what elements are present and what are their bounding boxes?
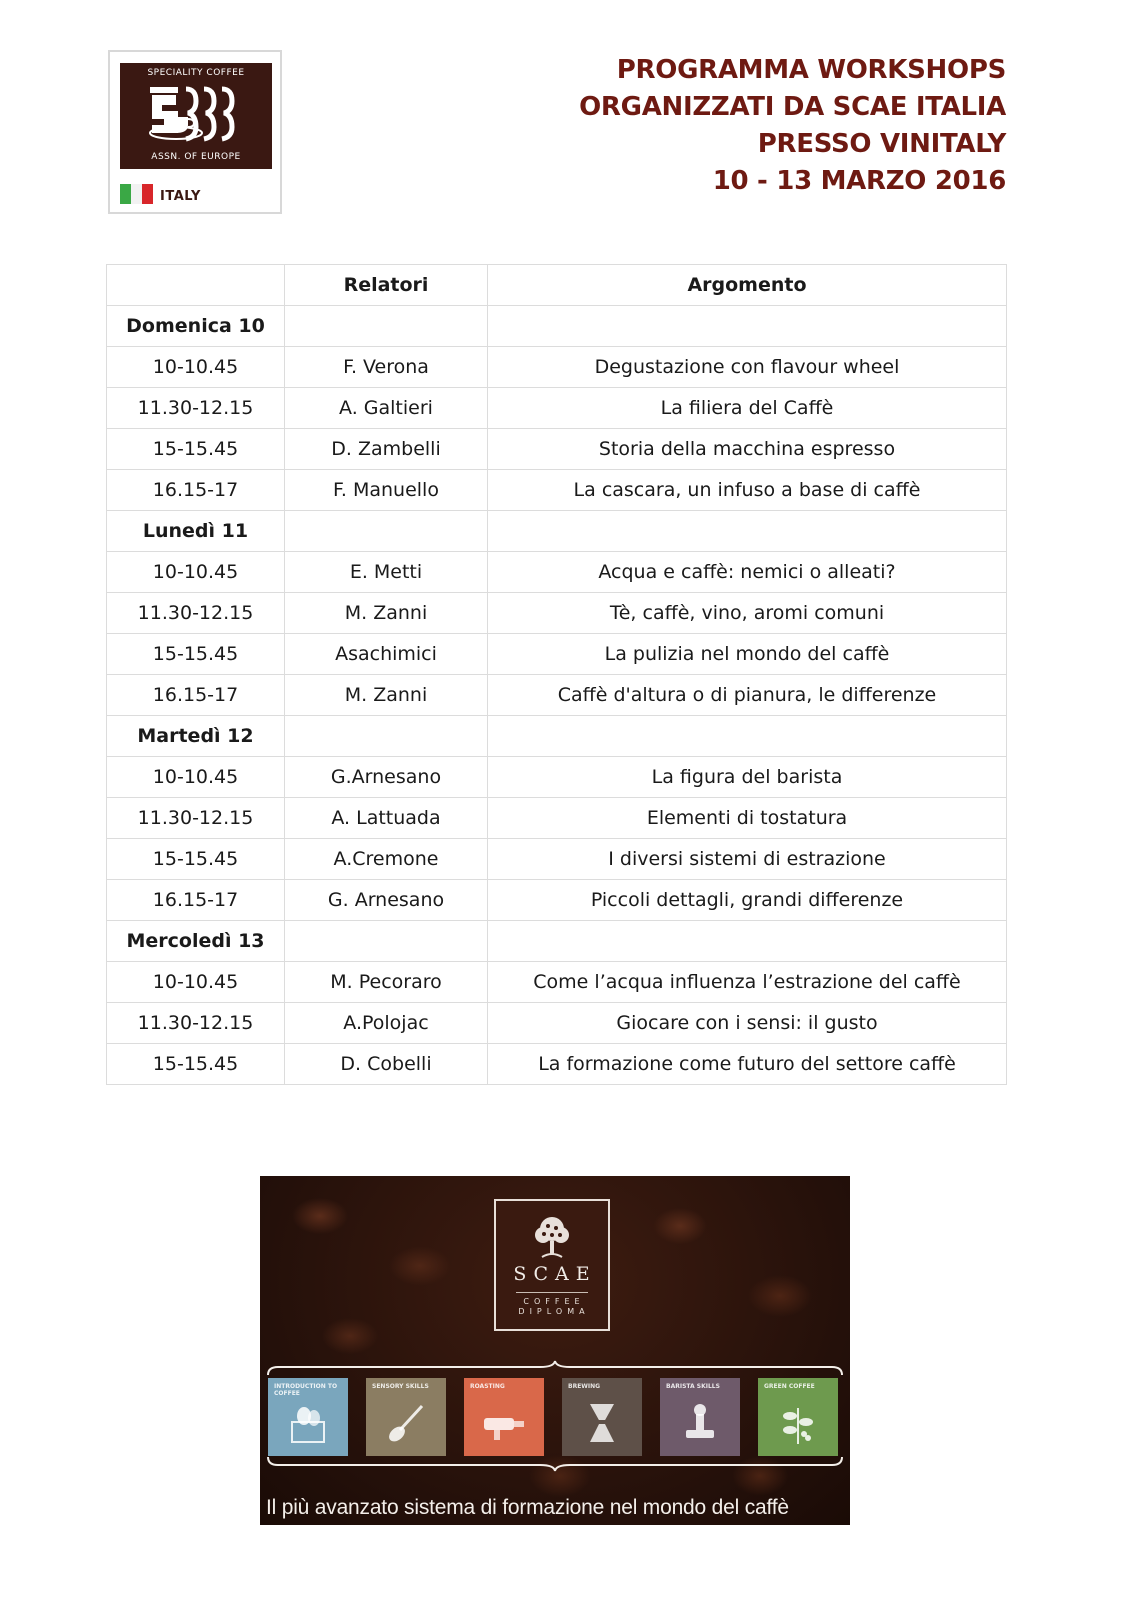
module-roasting bbox=[464, 1378, 544, 1456]
table-row bbox=[107, 470, 1007, 511]
time-cell: 10-10.45 bbox=[107, 962, 285, 1003]
time-cell: 15-15.45 bbox=[107, 634, 285, 675]
table-row bbox=[107, 962, 1007, 1003]
header-empty bbox=[107, 265, 285, 306]
speaker-cell: A. Lattuada bbox=[285, 798, 488, 839]
table-row bbox=[107, 429, 1007, 470]
table-row bbox=[107, 347, 1007, 388]
time-cell: 16.15-17 bbox=[107, 470, 285, 511]
speaker-cell: F. Verona bbox=[285, 347, 488, 388]
page-title bbox=[579, 52, 1006, 200]
time-cell: 10-10.45 bbox=[107, 552, 285, 593]
topic-cell: Giocare con i sensi: il gusto bbox=[488, 1003, 1007, 1044]
module-label: SENSORY SKILLS bbox=[372, 1383, 429, 1390]
table-row bbox=[107, 593, 1007, 634]
empty-cell bbox=[488, 511, 1007, 552]
day-row bbox=[107, 921, 1007, 962]
speaker-cell: A. Galtieri bbox=[285, 388, 488, 429]
time-cell: 16.15-17 bbox=[107, 880, 285, 921]
tree-icon bbox=[532, 1215, 572, 1259]
speaker-cell: D. Cobelli bbox=[285, 1044, 488, 1085]
time-cell: 10-10.45 bbox=[107, 757, 285, 798]
day-label: Mercoledì 13 bbox=[107, 921, 285, 962]
topic-cell: Tè, caffè, vino, aromi comuni bbox=[488, 593, 1007, 634]
coffee-plant-icon bbox=[778, 1402, 818, 1446]
diploma-modules bbox=[268, 1378, 842, 1456]
time-cell: 11.30-12.15 bbox=[107, 1003, 285, 1044]
title-line: ORGANIZZATI DA SCAE ITALIA bbox=[579, 92, 1006, 122]
speaker-cell: M. Pecoraro bbox=[285, 962, 488, 1003]
table-row bbox=[107, 1044, 1007, 1085]
time-cell: 15-15.45 bbox=[107, 839, 285, 880]
topic-cell: La formazione come futuro del settore caffè bbox=[488, 1044, 1007, 1085]
empty-cell bbox=[488, 716, 1007, 757]
divider bbox=[516, 1292, 588, 1293]
speaker-cell: G. Arnesano bbox=[285, 880, 488, 921]
roaster-icon bbox=[484, 1402, 524, 1446]
day-row bbox=[107, 511, 1007, 552]
speaker-cell: G.Arnesano bbox=[285, 757, 488, 798]
empty-cell bbox=[285, 921, 488, 962]
title-line: PRESSO VINITALY bbox=[757, 129, 1006, 159]
table-row bbox=[107, 757, 1007, 798]
module-label: ROASTING bbox=[470, 1383, 505, 1390]
logo-bottom-text: ASSN. OF EUROPE bbox=[151, 152, 241, 162]
time-cell: 15-15.45 bbox=[107, 429, 285, 470]
scae-diploma-logo bbox=[494, 1199, 610, 1331]
table-row bbox=[107, 880, 1007, 921]
module-label: BREWING bbox=[568, 1383, 601, 1390]
day-label: Martedì 12 bbox=[107, 716, 285, 757]
brace-top-icon bbox=[266, 1360, 844, 1376]
time-cell: 11.30-12.15 bbox=[107, 798, 285, 839]
topic-cell: La pulizia nel mondo del caffè bbox=[488, 634, 1007, 675]
topic-cell: La figura del barista bbox=[488, 757, 1007, 798]
module-label: BARISTA SKILLS bbox=[666, 1383, 720, 1390]
header-topic: Argomento bbox=[488, 265, 1007, 306]
day-row bbox=[107, 306, 1007, 347]
table-row bbox=[107, 388, 1007, 429]
module-introduction-to-coffee bbox=[268, 1378, 348, 1456]
coffee-cup-icon bbox=[144, 83, 248, 143]
speaker-cell: A.Polojac bbox=[285, 1003, 488, 1044]
title-line: PROGRAMMA WORKSHOPS bbox=[616, 55, 1006, 85]
scae-italy-logo bbox=[108, 50, 282, 214]
scae-sub-line2: DIPLOMA bbox=[518, 1307, 590, 1316]
module-green-coffee bbox=[758, 1378, 838, 1456]
topic-cell: Piccoli dettagli, grandi differenze bbox=[488, 880, 1007, 921]
empty-cell bbox=[285, 511, 488, 552]
workshop-schedule-table bbox=[106, 264, 1007, 1085]
banner-caption: Il più avanzato sistema di formazione nel mondo del caffè bbox=[266, 1496, 789, 1519]
table-row bbox=[107, 552, 1007, 593]
scae-brand: SCAE bbox=[513, 1263, 597, 1285]
logo-emblem bbox=[120, 63, 272, 169]
italian-flag-icon bbox=[120, 184, 153, 204]
speaker-cell: F. Manuello bbox=[285, 470, 488, 511]
topic-cell: I diversi sistemi di estrazione bbox=[488, 839, 1007, 880]
logo-country: ITALY bbox=[160, 189, 201, 204]
logo-top-text: SPECIALITY COFFEE bbox=[147, 68, 245, 78]
table-row bbox=[107, 634, 1007, 675]
coffee-bean-icon bbox=[288, 1402, 328, 1446]
topic-cell: Storia della macchina espresso bbox=[488, 429, 1007, 470]
speaker-cell: M. Zanni bbox=[285, 593, 488, 634]
chemex-icon bbox=[582, 1402, 622, 1446]
time-cell: 10-10.45 bbox=[107, 347, 285, 388]
time-cell: 15-15.45 bbox=[107, 1044, 285, 1085]
speaker-cell: D. Zambelli bbox=[285, 429, 488, 470]
day-row bbox=[107, 716, 1007, 757]
table-row bbox=[107, 675, 1007, 716]
scae-sub-line1: COFFEE bbox=[523, 1297, 585, 1306]
topic-cell: Degustazione con flavour wheel bbox=[488, 347, 1007, 388]
tamper-icon bbox=[680, 1402, 720, 1446]
module-label: GREEN COFFEE bbox=[764, 1383, 815, 1390]
day-label: Lunedì 11 bbox=[107, 511, 285, 552]
time-cell: 11.30-12.15 bbox=[107, 388, 285, 429]
speaker-cell: E. Metti bbox=[285, 552, 488, 593]
table-row bbox=[107, 839, 1007, 880]
spoon-icon bbox=[386, 1402, 426, 1446]
module-brewing bbox=[562, 1378, 642, 1456]
module-label: INTRODUCTION TO COFFEE bbox=[274, 1383, 338, 1397]
scae-diploma-banner bbox=[260, 1176, 850, 1525]
empty-cell bbox=[285, 716, 488, 757]
speaker-cell: Asachimici bbox=[285, 634, 488, 675]
topic-cell: La filiera del Caffè bbox=[488, 388, 1007, 429]
title-line: 10 - 13 MARZO 2016 bbox=[712, 166, 1006, 196]
speaker-cell: A.Cremone bbox=[285, 839, 488, 880]
speaker-cell: M. Zanni bbox=[285, 675, 488, 716]
empty-cell bbox=[488, 921, 1007, 962]
table-row bbox=[107, 1003, 1007, 1044]
brace-bottom-icon bbox=[266, 1456, 844, 1472]
day-label: Domenica 10 bbox=[107, 306, 285, 347]
empty-cell bbox=[488, 306, 1007, 347]
topic-cell: La cascara, un infuso a base di caffè bbox=[488, 470, 1007, 511]
topic-cell: Acqua e caffè: nemici o alleati? bbox=[488, 552, 1007, 593]
table-header-row bbox=[107, 265, 1007, 306]
module-barista-skills bbox=[660, 1378, 740, 1456]
module-sensory-skills bbox=[366, 1378, 446, 1456]
topic-cell: Come l’acqua influenza l’estrazione del caffè bbox=[488, 962, 1007, 1003]
topic-cell: Caffè d'altura o di pianura, le differenze bbox=[488, 675, 1007, 716]
header-speakers: Relatori bbox=[285, 265, 488, 306]
time-cell: 11.30-12.15 bbox=[107, 593, 285, 634]
time-cell: 16.15-17 bbox=[107, 675, 285, 716]
table-row bbox=[107, 798, 1007, 839]
empty-cell bbox=[285, 306, 488, 347]
topic-cell: Elementi di tostatura bbox=[488, 798, 1007, 839]
